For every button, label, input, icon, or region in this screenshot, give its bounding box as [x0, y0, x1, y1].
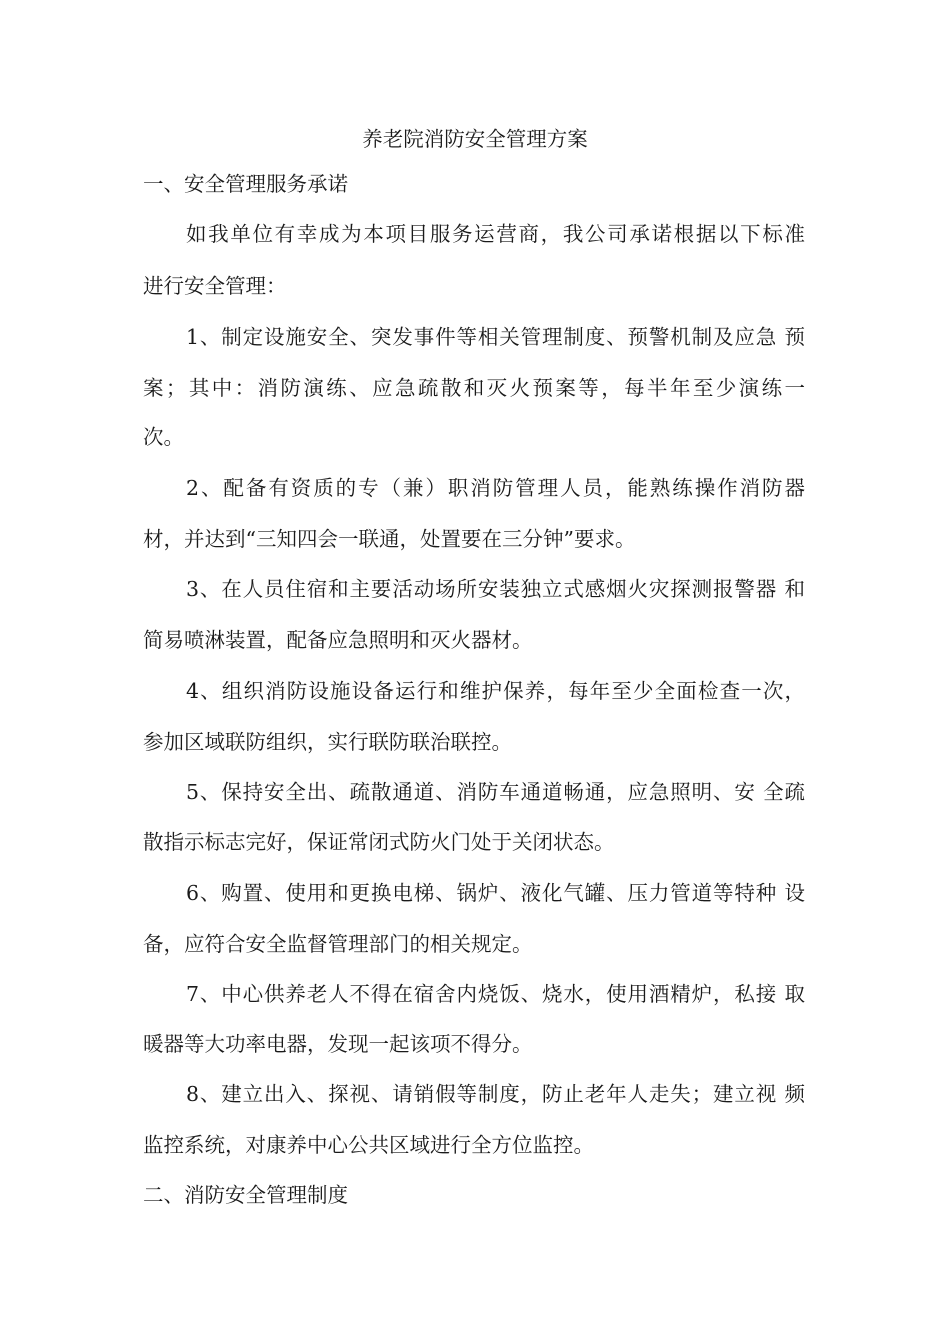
item-7-line-2: 暖器等大功率电器，发现一起该项不得分。	[143, 1032, 533, 1056]
item-8-line-2: 监控系统，对康养中心公共区域进行全方位监控。	[143, 1133, 594, 1157]
item-1-line-3: 次。	[143, 425, 184, 449]
item-5-line-1: 5、保持安全出、疏散通道、消防车通道畅通，应急照明、安 全疏	[186, 780, 805, 804]
section-heading-1: 一、安全管理服务承诺	[143, 172, 348, 196]
item-6-line-1: 6、购置、使用和更换电梯、锅炉、液化气罐、压力管道等特种 设	[186, 881, 805, 905]
item-1-line-1: 1、制定设施安全、突发事件等相关管理制度、预警机制及应急 预	[186, 325, 805, 349]
item-2-line-1: 2、配备有资质的专（兼）职消防管理人员，能熟练操作消防器	[186, 476, 805, 500]
section-heading-2: 二、消防安全管理制度	[143, 1183, 348, 1207]
item-1-line-2: 案；其中：消防演练、应急疏散和灭火预案等，每半年至少演练一	[143, 376, 805, 400]
item-7-line-1: 7、中心供养老人不得在宿舍内烧饭、烧水，使用酒精炉，私接 取	[186, 982, 805, 1006]
item-5-line-2: 散指示标志完好，保证常闭式防火门处于关闭状态。	[143, 830, 615, 854]
item-8-line-1: 8、建立出入、探视、请销假等制度，防止老年人走失；建立视 频	[186, 1082, 805, 1106]
document-title: 养老院消防安全管理方案	[362, 127, 588, 151]
intro-line-2: 进行安全管理：	[143, 274, 287, 298]
item-4-line-1: 4、组织消防设施设备运行和维护保养，每年至少全面检查一次，	[186, 679, 805, 703]
item-3-line-1: 3、在人员住宿和主要活动场所安装独立式感烟火灾探测报警器 和	[186, 577, 805, 601]
item-6-line-2: 备，应符合安全监督管理部门的相关规定。	[143, 932, 533, 956]
intro-line-1: 如我单位有幸成为本项目服务运营商，我公司承诺根据以下标准	[186, 222, 805, 246]
item-4-line-2: 参加区域联防组织，实行联防联治联控。	[143, 730, 512, 754]
item-3-line-2: 简易喷淋装置，配备应急照明和灭火器材。	[143, 628, 533, 652]
item-2-line-2: 材，并达到“三知四会一联通，处置要在三分钟”要求。	[143, 527, 636, 551]
